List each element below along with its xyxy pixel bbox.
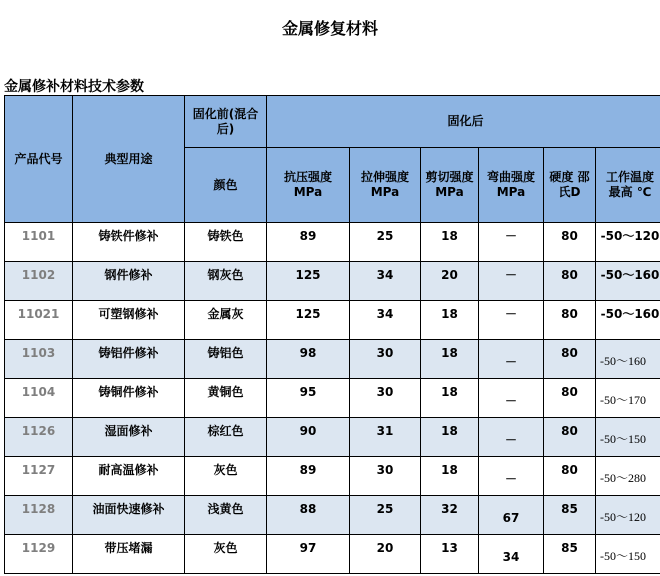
header-temp: 工作温度 最高 ℃	[596, 148, 660, 223]
cell-tensile: 34	[350, 301, 421, 340]
cell-temp: -50～120	[596, 223, 660, 262]
cell-compressive: 88	[267, 496, 350, 535]
cell-hardness: 80	[544, 418, 596, 457]
header-hardness: 硬度 邵氏D	[544, 148, 596, 223]
cell-temp: -50～160	[596, 340, 660, 379]
cell-hardness: 80	[544, 262, 596, 301]
header-compressive: 抗压强度 MPa	[267, 148, 350, 223]
cell-usage: 钢件修补	[73, 262, 185, 301]
cell-code: 11021	[5, 301, 73, 340]
cell-color: 铸铁色	[185, 223, 267, 262]
cell-shear: 18	[421, 457, 479, 496]
header-shear: 剪切强度 MPa	[421, 148, 479, 223]
cell-flexural: －	[479, 457, 544, 496]
cell-hardness: 85	[544, 535, 596, 574]
cell-color: 黄铜色	[185, 379, 267, 418]
cell-compressive: 90	[267, 418, 350, 457]
cell-temp: -50～160	[596, 262, 660, 301]
cell-shear: 18	[421, 340, 479, 379]
cell-code: 1129	[5, 535, 73, 574]
cell-usage: 带压堵漏	[73, 535, 185, 574]
header-before-cure: 固化前(混合后)	[185, 96, 267, 148]
cell-tensile: 30	[350, 379, 421, 418]
cell-color: 灰色	[185, 457, 267, 496]
table-row	[5, 301, 660, 340]
cell-hardness: 80	[544, 379, 596, 418]
cell-flexural: －	[479, 262, 544, 301]
cell-shear: 20	[421, 262, 479, 301]
cell-tensile: 30	[350, 340, 421, 379]
cell-temp: -50～170	[596, 379, 660, 418]
table-body	[5, 223, 660, 574]
cell-code: 1126	[5, 418, 73, 457]
cell-tensile: 30	[350, 457, 421, 496]
cell-hardness: 85	[544, 496, 596, 535]
cell-flexural: －	[479, 379, 544, 418]
cell-shear: 18	[421, 223, 479, 262]
table-row	[5, 535, 660, 574]
cell-compressive: 97	[267, 535, 350, 574]
cell-compressive: 125	[267, 262, 350, 301]
cell-compressive: 95	[267, 379, 350, 418]
header-after-cure: 固化后	[267, 96, 660, 148]
cell-color: 金属灰	[185, 301, 267, 340]
table-row	[5, 379, 660, 418]
header-code: 产品代号	[5, 96, 73, 223]
cell-compressive: 89	[267, 223, 350, 262]
cell-color: 铸铝色	[185, 340, 267, 379]
cell-compressive: 98	[267, 340, 350, 379]
page-title: 金属修复材料	[281, 19, 378, 38]
header-color: 颜色	[185, 148, 267, 223]
cell-color: 棕红色	[185, 418, 267, 457]
cell-compressive: 125	[267, 301, 350, 340]
cell-color: 灰色	[185, 535, 267, 574]
table-row	[5, 496, 660, 535]
cell-shear: 18	[421, 301, 479, 340]
cell-compressive: 89	[267, 457, 350, 496]
table-row	[5, 262, 660, 301]
header-flexural: 弯曲强度 MPa	[479, 148, 544, 223]
cell-tensile: 34	[350, 262, 421, 301]
cell-code: 1127	[5, 457, 73, 496]
cell-code: 1102	[5, 262, 73, 301]
cell-usage: 湿面修补	[73, 418, 185, 457]
cell-flexural: －	[479, 223, 544, 262]
cell-usage: 铸铁件修补	[73, 223, 185, 262]
cell-flexural: 67	[479, 496, 544, 535]
table-row	[5, 457, 660, 496]
cell-temp: -50～160	[596, 301, 660, 340]
cell-usage: 耐高温修补	[73, 457, 185, 496]
cell-code: 1103	[5, 340, 73, 379]
cell-shear: 18	[421, 379, 479, 418]
cell-temp: -50～120	[596, 496, 660, 535]
cell-flexural: －	[479, 340, 544, 379]
cell-hardness: 80	[544, 457, 596, 496]
cell-usage: 可塑钢修补	[73, 301, 185, 340]
cell-hardness: 80	[544, 301, 596, 340]
cell-shear: 13	[421, 535, 479, 574]
cell-tensile: 31	[350, 418, 421, 457]
cell-tensile: 25	[350, 496, 421, 535]
cell-flexural: 34	[479, 535, 544, 574]
cell-code: 1128	[5, 496, 73, 535]
cell-flexural: －	[479, 418, 544, 457]
table-row	[5, 340, 660, 379]
cell-color: 钢灰色	[185, 262, 267, 301]
cell-usage: 铸铜件修补	[73, 379, 185, 418]
cell-temp: -50～280	[596, 457, 660, 496]
table-caption: 金属修补材料技术参数	[4, 79, 144, 95]
cell-code: 1104	[5, 379, 73, 418]
cell-code: 1101	[5, 223, 73, 262]
cell-usage: 油面快速修补	[73, 496, 185, 535]
header-tensile: 拉伸强度 MPa	[350, 148, 421, 223]
cell-shear: 32	[421, 496, 479, 535]
cell-flexural: －	[479, 301, 544, 340]
table-row	[5, 418, 660, 457]
cell-hardness: 80	[544, 340, 596, 379]
cell-hardness: 80	[544, 223, 596, 262]
cell-temp: -50～150	[596, 418, 660, 457]
cell-temp: -50～150	[596, 535, 660, 574]
tech-params-table	[4, 95, 660, 574]
cell-color: 浅黄色	[185, 496, 267, 535]
cell-tensile: 25	[350, 223, 421, 262]
cell-tensile: 20	[350, 535, 421, 574]
header-usage: 典型用途	[73, 96, 185, 223]
cell-shear: 18	[421, 418, 479, 457]
table-row	[5, 223, 660, 262]
cell-usage: 铸铝件修补	[73, 340, 185, 379]
